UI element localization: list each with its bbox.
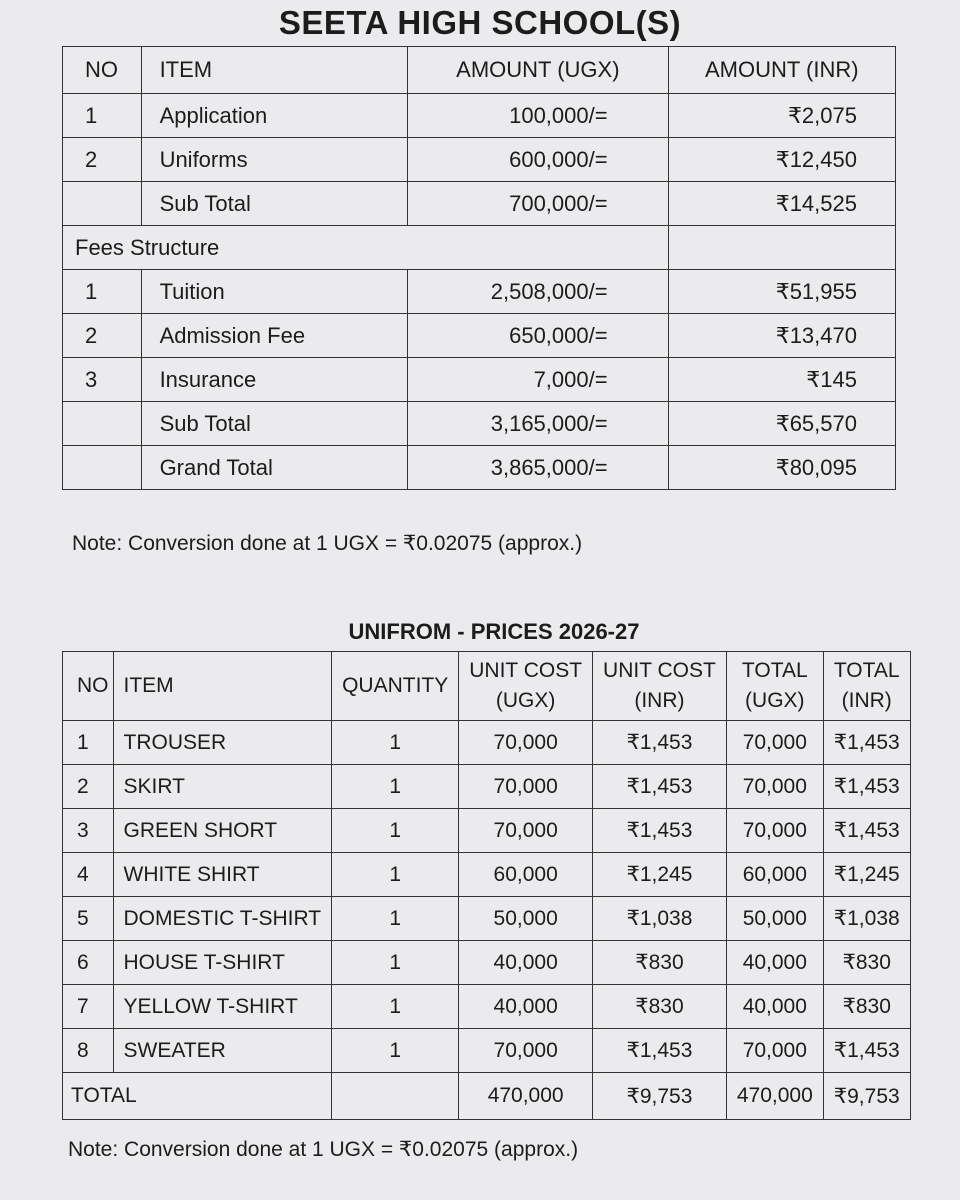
- row-amount-ugx: 3,165,000/=: [408, 402, 668, 446]
- header-line: TOTAL: [741, 659, 808, 682]
- row-amount-ugx: 600,000/=: [408, 138, 668, 182]
- row-no: 1: [63, 721, 114, 765]
- header-line: (INR): [634, 689, 685, 712]
- table-row: [63, 941, 911, 985]
- row-quantity: 1: [332, 721, 459, 765]
- uniform-table-title: UNIFROM - PRICES 2026-27: [348, 619, 640, 644]
- row-no: 2: [63, 765, 114, 809]
- row-amount-ugx: 7,000/=: [408, 358, 668, 402]
- table-row: [63, 809, 911, 853]
- total-quantity-empty: [332, 1073, 459, 1120]
- row-quantity: 1: [332, 897, 459, 941]
- conversion-note: Note: Conversion done at 1 UGX = ₹0.02075 (approx.): [72, 532, 583, 555]
- header-item: ITEM: [113, 652, 332, 721]
- page-title: SEETA HIGH SCHOOL(S): [278, 4, 682, 41]
- row-no: 1: [63, 270, 142, 314]
- total-total-ugx: 470,000: [726, 1073, 823, 1120]
- row-total-ugx: 40,000: [726, 985, 823, 1029]
- row-unit-cost-ugx: 70,000: [459, 809, 593, 853]
- section-empty-cell: [668, 226, 895, 270]
- row-no: 6: [63, 941, 114, 985]
- row-unit-cost-ugx: 40,000: [459, 941, 593, 985]
- fees-table-header: [63, 47, 896, 94]
- header-item: ITEM: [141, 47, 408, 94]
- row-item: Application: [141, 94, 408, 138]
- table-row: [63, 94, 896, 138]
- uniform-table: [62, 651, 911, 1120]
- row-amount-inr: ₹2,075: [668, 94, 895, 138]
- table-row: [63, 897, 911, 941]
- row-unit-cost-ugx: 70,000: [459, 765, 593, 809]
- row-total-ugx: 40,000: [726, 941, 823, 985]
- section-row: [63, 226, 896, 270]
- row-item: Sub Total: [141, 182, 408, 226]
- header-amount-inr: AMOUNT (INR): [668, 47, 895, 94]
- row-unit-cost-inr: ₹830: [593, 985, 727, 1029]
- row-item: GREEN SHORT: [113, 809, 332, 853]
- row-total-ugx: 50,000: [726, 897, 823, 941]
- row-item: Admission Fee: [141, 314, 408, 358]
- row-unit-cost-ugx: 60,000: [459, 853, 593, 897]
- row-quantity: 1: [332, 941, 459, 985]
- row-unit-cost-ugx: 40,000: [459, 985, 593, 1029]
- header-no: NO: [63, 652, 114, 721]
- row-total-inr: ₹1,453: [823, 1029, 910, 1073]
- row-item: SWEATER: [113, 1029, 332, 1073]
- table-row: [63, 853, 911, 897]
- row-amount-inr: ₹12,450: [668, 138, 895, 182]
- total-unit-cost-inr: ₹9,753: [593, 1073, 727, 1120]
- row-quantity: 1: [332, 809, 459, 853]
- row-amount-inr: ₹14,525: [668, 182, 895, 226]
- row-no: 1: [63, 94, 142, 138]
- row-no: 3: [63, 809, 114, 853]
- row-unit-cost-ugx: 70,000: [459, 721, 593, 765]
- row-amount-ugx: 650,000/=: [408, 314, 668, 358]
- row-amount-ugx: 2,508,000/=: [408, 270, 668, 314]
- row-item: HOUSE T-SHIRT: [113, 941, 332, 985]
- table-row: [63, 358, 896, 402]
- row-total-inr: ₹1,453: [823, 765, 910, 809]
- row-item: Insurance: [141, 358, 408, 402]
- row-unit-cost-inr: ₹1,245: [593, 853, 727, 897]
- row-total-inr: ₹1,038: [823, 897, 910, 941]
- row-no: 2: [63, 314, 142, 358]
- row-amount-inr: ₹13,470: [668, 314, 895, 358]
- grand-total-row: [63, 446, 896, 490]
- row-no: 2: [63, 138, 142, 182]
- row-item: Sub Total: [141, 402, 408, 446]
- row-no: [63, 446, 142, 490]
- header-line: UNIT COST: [469, 659, 583, 682]
- conversion-note: Note: Conversion done at 1 UGX = ₹0.02075 (approx.): [68, 1138, 579, 1161]
- row-item: Uniforms: [141, 138, 408, 182]
- header-line: (UGX): [745, 689, 805, 712]
- row-quantity: 1: [332, 985, 459, 1029]
- row-item: Tuition: [141, 270, 408, 314]
- header-line: (UGX): [495, 689, 556, 712]
- row-unit-cost-inr: ₹1,038: [593, 897, 727, 941]
- row-unit-cost-ugx: 50,000: [459, 897, 593, 941]
- row-total-inr: ₹1,245: [823, 853, 910, 897]
- header-total-inr: [823, 652, 910, 721]
- row-total-ugx: 70,000: [726, 721, 823, 765]
- header-amount-ugx: AMOUNT (UGX): [408, 47, 668, 94]
- table-row: [63, 270, 896, 314]
- header-line: UNIT COST: [603, 659, 716, 682]
- row-total-inr: ₹1,453: [823, 809, 910, 853]
- header-line: (INR): [841, 689, 892, 712]
- table-row: [63, 314, 896, 358]
- row-no: [63, 402, 142, 446]
- row-total-ugx: 70,000: [726, 809, 823, 853]
- row-unit-cost-inr: ₹1,453: [593, 809, 727, 853]
- total-row: [63, 1073, 911, 1120]
- row-total-ugx: 70,000: [726, 1029, 823, 1073]
- header-line: TOTAL: [833, 659, 900, 682]
- row-unit-cost-inr: ₹830: [593, 941, 727, 985]
- header-unit-cost-inr: [593, 652, 727, 721]
- row-amount-inr: ₹65,570: [668, 402, 895, 446]
- row-total-inr: ₹830: [823, 941, 910, 985]
- row-no: 4: [63, 853, 114, 897]
- table-row: [63, 138, 896, 182]
- row-no: [63, 182, 142, 226]
- header-quantity: QUANTITY: [332, 652, 459, 721]
- row-total-ugx: 60,000: [726, 853, 823, 897]
- row-item: YELLOW T-SHIRT: [113, 985, 332, 1029]
- table-row: [63, 721, 911, 765]
- row-amount-ugx: 700,000/=: [408, 182, 668, 226]
- header-unit-cost-ugx: [459, 652, 593, 721]
- total-unit-cost-ugx: 470,000: [459, 1073, 593, 1120]
- row-no: 5: [63, 897, 114, 941]
- total-label: TOTAL: [63, 1073, 332, 1120]
- row-unit-cost-inr: ₹1,453: [593, 765, 727, 809]
- row-amount-inr: ₹80,095: [668, 446, 895, 490]
- row-item: WHITE SHIRT: [113, 853, 332, 897]
- subtotal-row: [63, 182, 896, 226]
- row-item: DOMESTIC T-SHIRT: [113, 897, 332, 941]
- row-amount-inr: ₹145: [668, 358, 895, 402]
- row-quantity: 1: [332, 765, 459, 809]
- row-total-ugx: 70,000: [726, 765, 823, 809]
- table-row: [63, 765, 911, 809]
- row-quantity: 1: [332, 1029, 459, 1073]
- row-unit-cost-inr: ₹1,453: [593, 721, 727, 765]
- row-unit-cost-inr: ₹1,453: [593, 1029, 727, 1073]
- fees-table: [62, 46, 896, 490]
- header-total-ugx: [726, 652, 823, 721]
- table-row: [63, 985, 911, 1029]
- header-no: NO: [63, 47, 142, 94]
- row-amount-ugx: 100,000/=: [408, 94, 668, 138]
- row-no: 8: [63, 1029, 114, 1073]
- row-no: 3: [63, 358, 142, 402]
- row-item: Grand Total: [141, 446, 408, 490]
- row-total-inr: ₹1,453: [823, 721, 910, 765]
- section-label: Fees Structure: [63, 226, 669, 270]
- uniform-table-header: [63, 652, 911, 721]
- total-total-inr: ₹9,753: [823, 1073, 910, 1120]
- table-row: [63, 1029, 911, 1073]
- row-no: 7: [63, 985, 114, 1029]
- row-amount-inr: ₹51,955: [668, 270, 895, 314]
- row-item: SKIRT: [113, 765, 332, 809]
- subtotal-row: [63, 402, 896, 446]
- row-quantity: 1: [332, 853, 459, 897]
- row-unit-cost-ugx: 70,000: [459, 1029, 593, 1073]
- row-item: TROUSER: [113, 721, 332, 765]
- row-total-inr: ₹830: [823, 985, 910, 1029]
- row-amount-ugx: 3,865,000/=: [408, 446, 668, 490]
